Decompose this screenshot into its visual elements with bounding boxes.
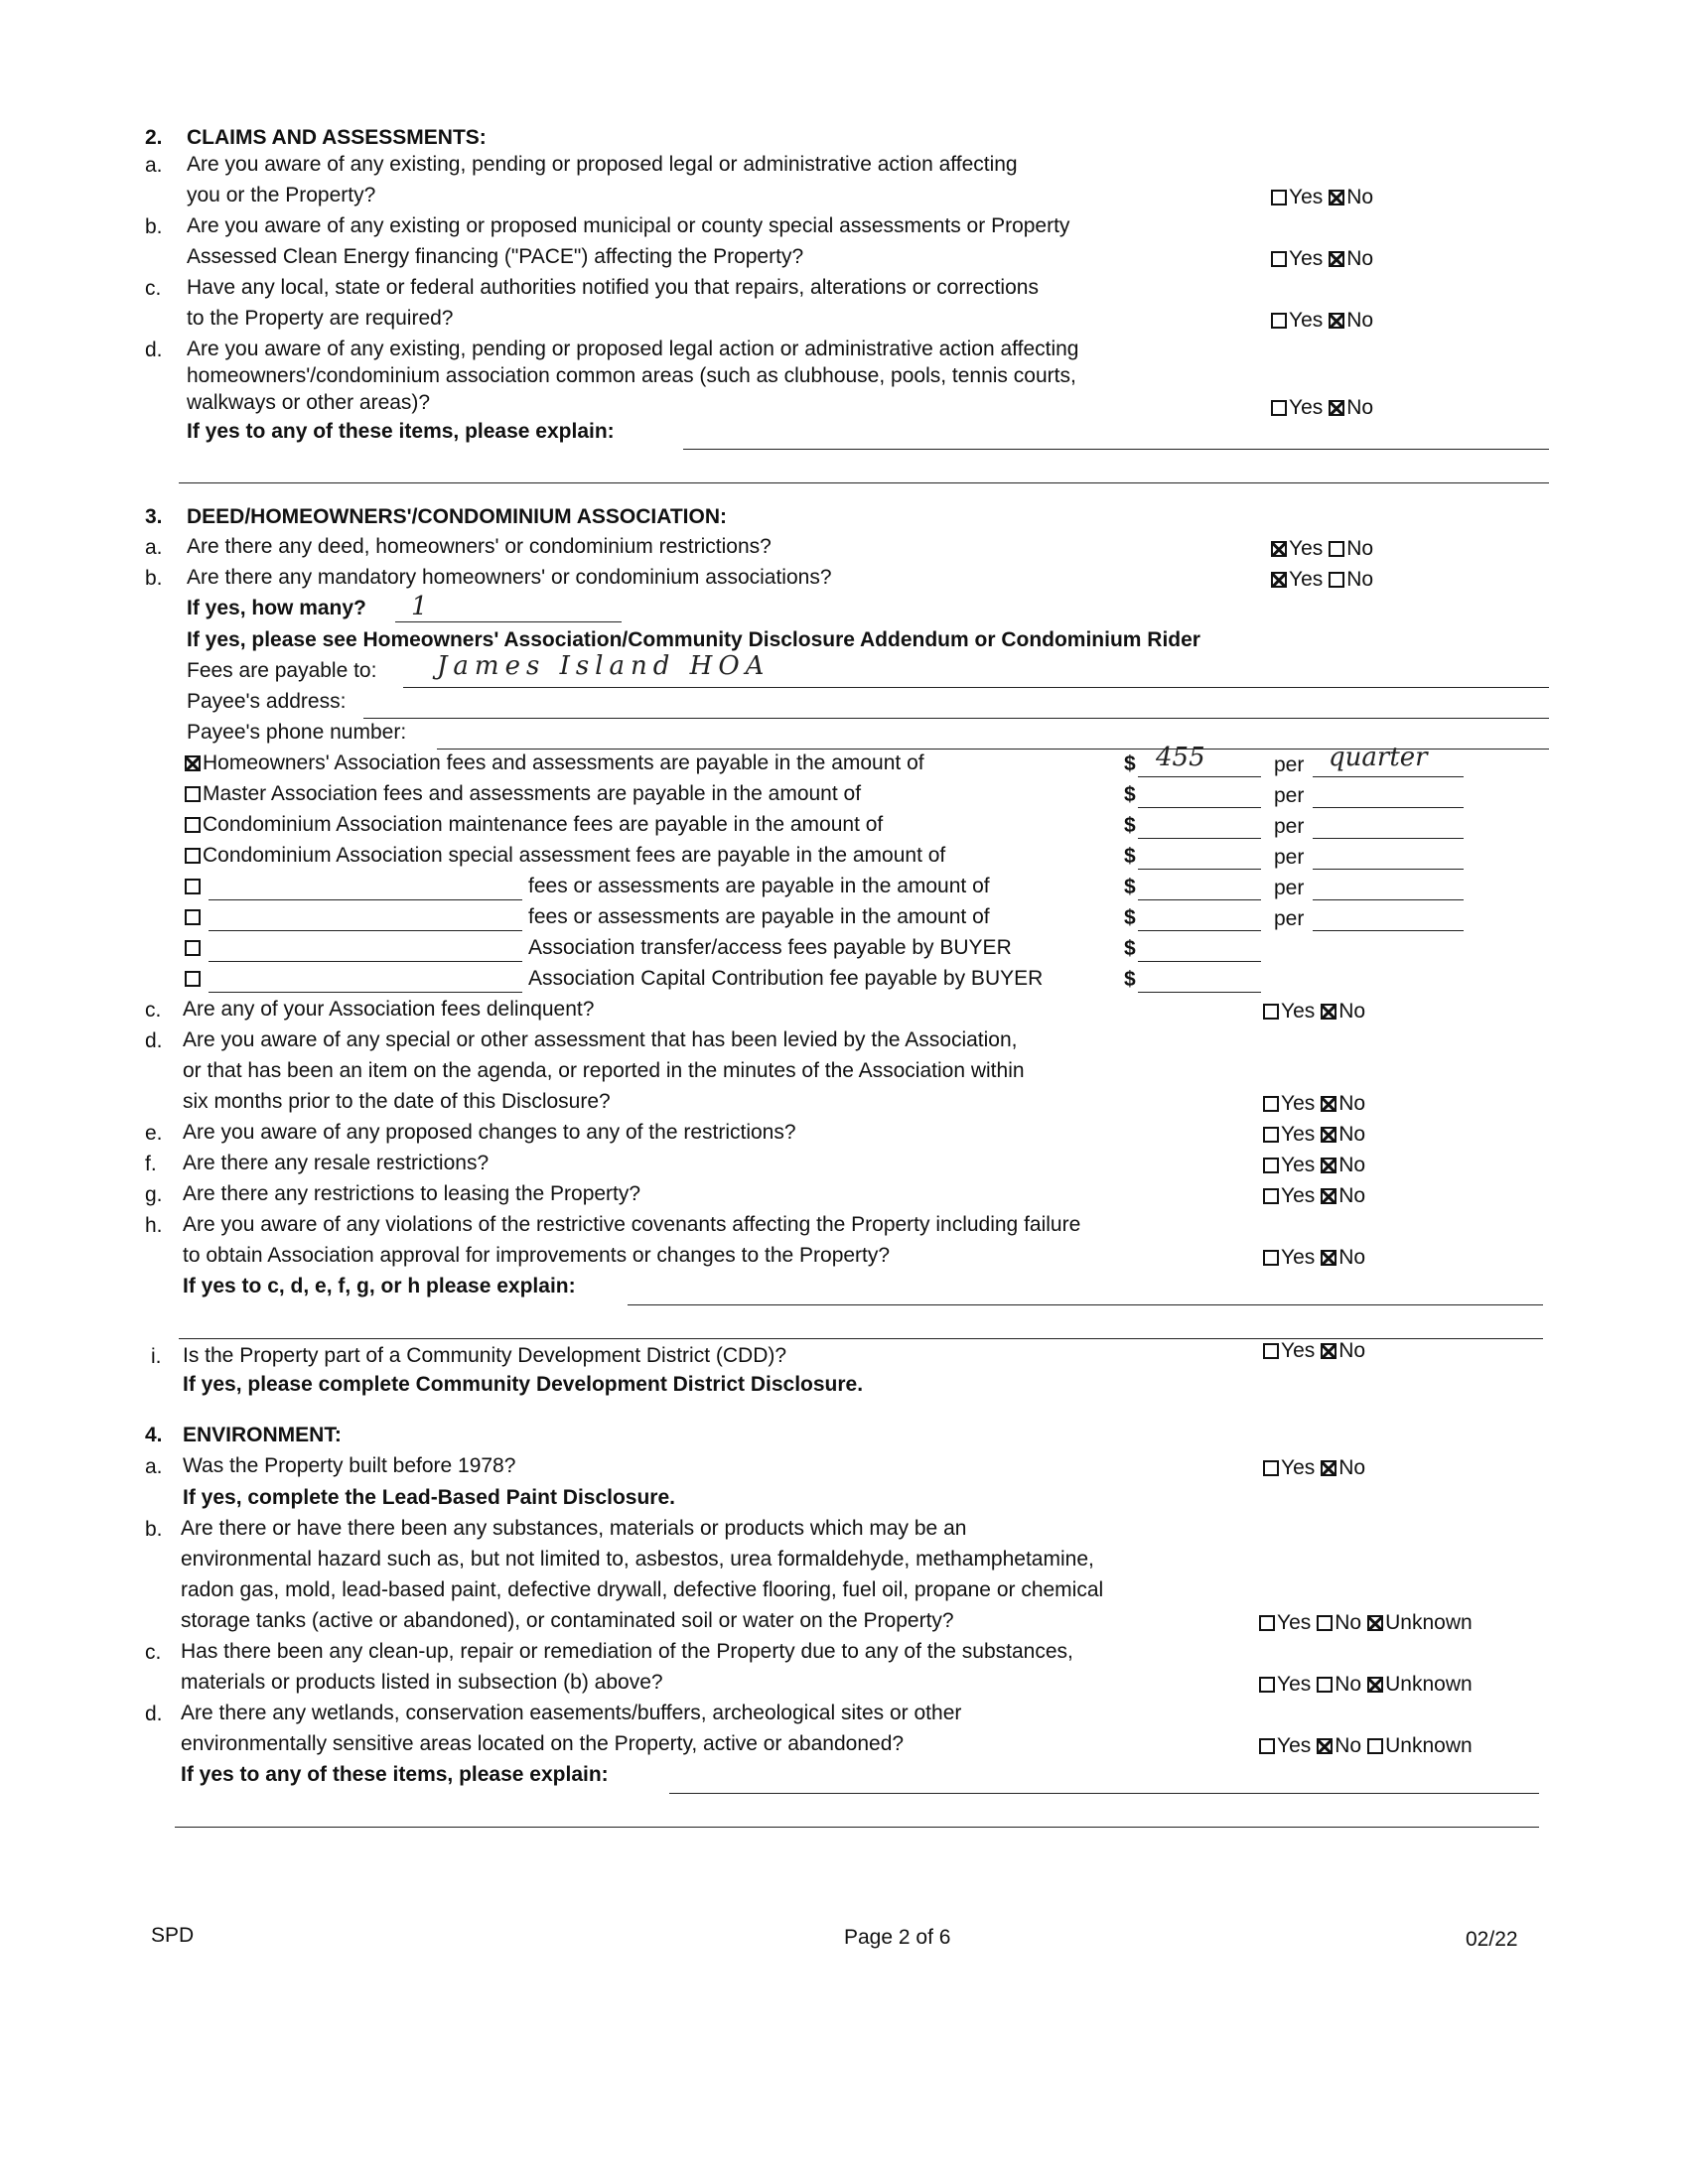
yes-checkbox[interactable] (1263, 1004, 1279, 1020)
fee-checkbox[interactable] (185, 755, 201, 771)
item-4d-letter: d. (145, 1703, 163, 1725)
fee-name-field[interactable] (209, 930, 522, 931)
how-many-value: 1 (411, 592, 428, 621)
dollar-sign: $ (1124, 783, 1136, 806)
fee-period-field[interactable] (1313, 899, 1464, 900)
no-checkbox[interactable] (1321, 1004, 1336, 1020)
item-4d-line1: Are there any wetlands, conservation easements/buffers, archeological sites or other (181, 1702, 962, 1724)
fee-period-field[interactable] (1313, 869, 1464, 870)
item-2a-line1: Are you aware of any existing, pending or proposed legal or administrative action affecting (187, 153, 1018, 176)
section-4-title: ENVIRONMENT: (183, 1424, 342, 1446)
section-3-title: DEED/HOMEOWNERS'/CONDOMINIUM ASSOCIATION: (187, 505, 727, 528)
no-checkbox[interactable] (1321, 1127, 1336, 1143)
yes-checkbox[interactable] (1263, 1188, 1279, 1204)
unknown-checkbox[interactable] (1367, 1677, 1383, 1693)
item-2d-line1: Are you aware of any existing, pending or proposed legal action or administrative action affecting (187, 338, 1079, 360)
fee-row-checkbox (185, 933, 203, 963)
fee-checkbox[interactable] (185, 940, 201, 956)
item-3h-letter: h. (145, 1214, 163, 1237)
item-3d-answer: Yes No (1263, 1091, 1365, 1117)
fee-name-field[interactable] (209, 899, 522, 900)
yes-checkbox[interactable] (1259, 1615, 1275, 1631)
fee-period-field[interactable] (1313, 930, 1464, 931)
item-3d-letter: d. (145, 1029, 163, 1052)
section-4-explain-field[interactable] (669, 1793, 1539, 1794)
item-2d-letter: d. (145, 339, 163, 361)
item-2a-line2: you or the Property? (187, 184, 376, 206)
per-label: per (1274, 815, 1305, 838)
section-2-explain-label: If yes to any of these items, please explain: (187, 420, 615, 443)
fee-row-text: Master Association fees and assessments are payable in the amount of (185, 779, 861, 809)
per-label: per (1274, 877, 1305, 899)
yes-checkbox[interactable] (1263, 1250, 1279, 1266)
item-3h-line1: Are you aware of any violations of the restrictive covenants affecting the Property including failure (183, 1213, 1081, 1236)
section-4-number: 4. (145, 1424, 163, 1446)
item-4a-letter: a. (145, 1455, 163, 1478)
how-many-field[interactable] (395, 621, 622, 622)
item-3g-answer: Yes No (1263, 1183, 1365, 1209)
item-3g-text: Are there any restrictions to leasing the Property? (183, 1182, 641, 1205)
fee-row-text: Association Capital Contribution fee payable by BUYER (528, 967, 1044, 990)
item-3h-answer: Yes No (1263, 1245, 1365, 1271)
yes-checkbox[interactable] (1271, 541, 1287, 557)
yes-checkbox[interactable] (1263, 1460, 1279, 1476)
no-checkbox[interactable] (1321, 1158, 1336, 1173)
per-label: per (1274, 753, 1305, 776)
section-3-explain-label: If yes to c, d, e, f, g, or h please explain: (183, 1275, 576, 1297)
yes-checkbox[interactable] (1259, 1738, 1275, 1754)
item-3e-answer: Yes No (1263, 1122, 1365, 1148)
item-3i-letter: i. (151, 1345, 162, 1368)
item-3i-text: Is the Property part of a Community Development District (CDD)? (183, 1344, 787, 1367)
fee-row-text: Condominium Association special assessment fees are payable in the amount of (185, 841, 945, 871)
item-2c-line1: Have any local, state or federal authorities notified you that repairs, alterations or corrections (187, 276, 1039, 299)
item-4c-letter: c. (145, 1641, 162, 1664)
item-2b-letter: b. (145, 215, 163, 238)
item-2d-line2: homeowners'/condominium association common areas (such as clubhouse, pools, tennis courts, (187, 364, 1076, 387)
item-4a-text: Was the Property built before 1978? (183, 1454, 516, 1477)
no-checkbox[interactable] (1321, 1343, 1336, 1359)
yes-checkbox[interactable] (1271, 251, 1287, 267)
item-3f-text: Are there any resale restrictions? (183, 1152, 490, 1174)
no-checkbox[interactable] (1329, 190, 1344, 205)
fee-period-value: quarter (1329, 743, 1428, 772)
no-checkbox[interactable] (1321, 1250, 1336, 1266)
section-3-number: 3. (145, 505, 163, 528)
item-2b-line1: Are you aware of any existing or proposed municipal or county special assessments or Property (187, 214, 1070, 237)
dollar-sign: $ (1124, 906, 1136, 929)
fee-amount-field[interactable] (1138, 869, 1261, 870)
item-3h-line2: to obtain Association approval for improvements or changes to the Property? (183, 1244, 891, 1267)
item-3c-text: Are any of your Association fees delinquent? (183, 998, 595, 1021)
no-checkbox[interactable] (1317, 1738, 1333, 1754)
fee-period-field[interactable] (1313, 807, 1464, 808)
fee-amount-field[interactable] (1138, 899, 1261, 900)
item-4c-line1: Has there been any clean-up, repair or remediation of the Property due to any of the substances, (181, 1640, 1073, 1663)
dollar-sign: $ (1124, 937, 1136, 960)
item-4b-line1: Are there or have there been any substances, materials or products which may be an (181, 1517, 967, 1540)
dollar-sign: $ (1124, 845, 1136, 868)
item-4c-line2: materials or products listed in subsection (b) above? (181, 1671, 663, 1694)
fee-checkbox[interactable] (185, 879, 201, 894)
item-4d-line2: environmentally sensitive areas located on the Property, active or abandoned? (181, 1732, 905, 1755)
item-2c-letter: c. (145, 277, 162, 300)
no-checkbox[interactable] (1329, 251, 1344, 267)
yes-checkbox[interactable] (1263, 1096, 1279, 1112)
no-checkbox[interactable] (1321, 1188, 1336, 1204)
dollar-sign: $ (1124, 968, 1136, 991)
no-checkbox[interactable] (1329, 572, 1344, 588)
fee-row-text: fees or assessments are payable in the amount of (528, 875, 990, 897)
form-code: SPD (151, 1924, 195, 1947)
section-4-explain-label: If yes to any of these items, please explain: (181, 1763, 609, 1786)
fee-row-text: fees or assessments are payable in the amount of (528, 905, 990, 928)
item-2a-answer: Yes No (1271, 185, 1373, 210)
how-many-label: If yes, how many? (187, 597, 366, 619)
item-4b-line3: radon gas, mold, lead-based paint, defective drywall, defective flooring, fuel oil, propane or chemical (181, 1578, 1104, 1601)
fee-period-field[interactable] (1313, 838, 1464, 839)
item-4a-answer: Yes No (1263, 1455, 1365, 1481)
fee-row-text: Condominium Association maintenance fees are payable in the amount of (185, 810, 883, 840)
dollar-sign: $ (1124, 876, 1136, 898)
fee-checkbox[interactable] (185, 817, 201, 833)
fee-checkbox[interactable] (185, 909, 201, 925)
item-3i-note: If yes, please complete Community Development District Disclosure. (183, 1373, 864, 1396)
payee-address-label: Payee's address: (187, 690, 347, 713)
no-checkbox[interactable] (1317, 1615, 1333, 1631)
page-number: Page 2 of 6 (844, 1926, 951, 1949)
unknown-checkbox[interactable] (1367, 1615, 1383, 1631)
fee-row-text: Homeowners' Association fees and assessments are payable in the amount of (185, 749, 924, 778)
item-3a-letter: a. (145, 536, 163, 559)
item-4b-answer: Yes No Unknown (1259, 1610, 1473, 1636)
fee-amount-field[interactable] (1138, 838, 1261, 839)
yes-checkbox[interactable] (1263, 1127, 1279, 1143)
per-label: per (1274, 784, 1305, 807)
see-addendum-note: If yes, please see Homeowners' Association/Community Disclosure Addendum or Condominium Rider (187, 628, 1200, 651)
fees-payable-label: Fees are payable to: (187, 659, 377, 682)
per-label: per (1274, 907, 1305, 930)
item-3b-answer: Yes No (1271, 567, 1373, 593)
item-3g-letter: g. (145, 1183, 163, 1206)
section-2-explain-field[interactable] (683, 449, 1549, 450)
item-4b-letter: b. (145, 1518, 163, 1541)
fees-payable-field[interactable] (403, 687, 1549, 688)
item-4b-line4: storage tanks (active or abandoned), or contaminated soil or water on the Property? (181, 1609, 954, 1632)
payee-address-field[interactable] (363, 718, 1549, 719)
no-checkbox[interactable] (1321, 1096, 1336, 1112)
item-3b-letter: b. (145, 567, 163, 590)
fee-row-checkbox (185, 964, 203, 994)
item-2c-answer: Yes No (1271, 308, 1373, 334)
no-checkbox[interactable] (1317, 1677, 1333, 1693)
dollar-sign: $ (1124, 814, 1136, 837)
no-checkbox[interactable] (1329, 313, 1344, 329)
fee-amount-field[interactable] (1138, 992, 1261, 993)
fees-payable-value: James Island HOA (437, 651, 771, 681)
item-3c-letter: c. (145, 999, 162, 1022)
fee-amount-value: 455 (1156, 743, 1205, 772)
item-3f-answer: Yes No (1263, 1153, 1365, 1178)
item-3d-line2: or that has been an item on the agenda, or reported in the minutes of the Association within (183, 1059, 1025, 1082)
section-4-explain-field-2[interactable] (175, 1827, 1539, 1828)
fee-amount-field[interactable] (1138, 961, 1261, 962)
payee-phone-label: Payee's phone number: (187, 721, 407, 744)
yes-checkbox[interactable] (1259, 1677, 1275, 1693)
no-checkbox[interactable] (1329, 400, 1344, 416)
item-3a-text: Are there any deed, homeowners' or condominium restrictions? (187, 535, 772, 558)
fee-name-field[interactable] (209, 961, 522, 962)
section-2-number: 2. (145, 126, 163, 149)
fee-checkbox[interactable] (185, 786, 201, 802)
item-3d-line1: Are you aware of any special or other assessment that has been levied by the Association, (183, 1028, 1018, 1051)
item-3e-letter: e. (145, 1122, 163, 1145)
fee-row-checkbox (185, 902, 203, 932)
yes-checkbox[interactable] (1271, 313, 1287, 329)
no-checkbox[interactable] (1321, 1460, 1336, 1476)
item-3f-letter: f. (145, 1153, 157, 1175)
item-3e-text: Are you aware of any proposed changes to any of the restrictions? (183, 1121, 796, 1144)
item-3i-answer: Yes No (1263, 1338, 1365, 1364)
section-2-title: CLAIMS AND ASSESSMENTS: (187, 126, 487, 149)
fee-checkbox[interactable] (185, 848, 201, 864)
section-2-explain-field-2[interactable] (179, 482, 1549, 483)
form-version-date: 02/22 (1466, 1928, 1518, 1951)
fee-name-field[interactable] (209, 992, 522, 993)
yes-checkbox[interactable] (1271, 190, 1287, 205)
per-label: per (1274, 846, 1305, 869)
item-3a-answer: Yes No (1271, 536, 1373, 562)
unknown-checkbox[interactable] (1367, 1738, 1383, 1754)
item-2d-line3: walkways or other areas)? (187, 391, 431, 414)
no-checkbox[interactable] (1329, 541, 1344, 557)
fee-row-text: Association transfer/access fees payable by BUYER (528, 936, 1012, 959)
yes-checkbox[interactable] (1271, 572, 1287, 588)
fee-amount-field[interactable] (1138, 930, 1261, 931)
item-4a-note: If yes, complete the Lead-Based Paint Disclosure. (183, 1486, 675, 1509)
dollar-sign: $ (1124, 752, 1136, 775)
fee-period-field[interactable] (1313, 776, 1464, 777)
item-4b-line2: environmental hazard such as, but not limited to, asbestos, urea formaldehyde, methamphetamine, (181, 1548, 1094, 1570)
item-4c-answer: Yes No Unknown (1259, 1672, 1473, 1698)
section-3-explain-field[interactable] (628, 1304, 1543, 1305)
yes-checkbox[interactable] (1263, 1343, 1279, 1359)
fee-row-checkbox (185, 872, 203, 901)
item-2b-line2: Assessed Clean Energy financing ("PACE") affecting the Property? (187, 245, 804, 268)
item-3c-answer: Yes No (1263, 999, 1365, 1024)
yes-checkbox[interactable] (1271, 400, 1287, 416)
item-2c-line2: to the Property are required? (187, 307, 454, 330)
item-2a-letter: a. (145, 154, 163, 177)
fee-amount-field[interactable] (1138, 807, 1261, 808)
yes-checkbox[interactable] (1263, 1158, 1279, 1173)
item-2d-answer: Yes No (1271, 395, 1373, 421)
item-4d-answer: Yes No Unknown (1259, 1733, 1473, 1759)
item-2b-answer: Yes No (1271, 246, 1373, 272)
fee-amount-field[interactable] (1138, 776, 1261, 777)
item-3d-line3: six months prior to the date of this Disclosure? (183, 1090, 611, 1113)
fee-checkbox[interactable] (185, 971, 201, 987)
item-3b-text: Are there any mandatory homeowners' or condominium associations? (187, 566, 832, 589)
